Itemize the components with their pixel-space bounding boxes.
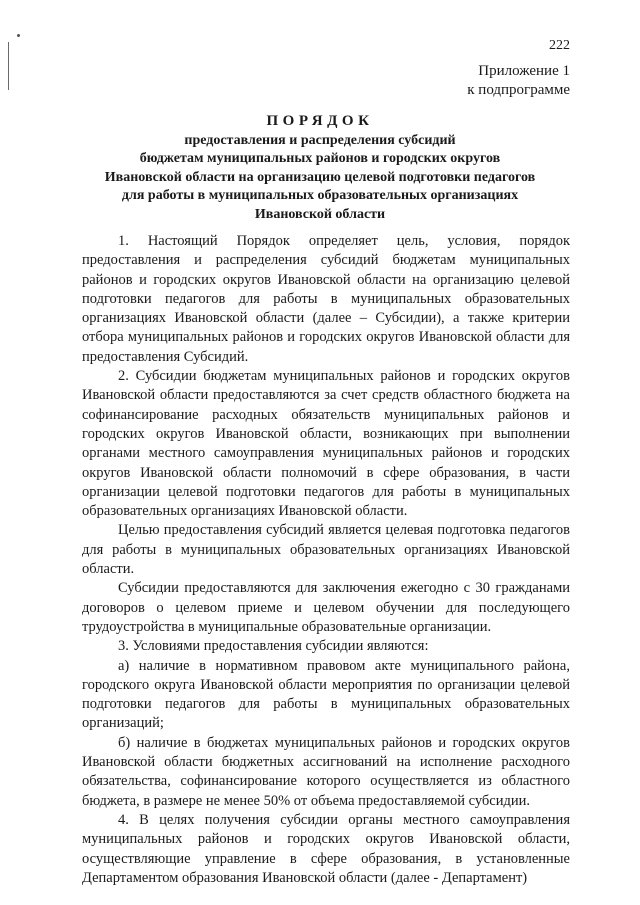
paragraph-3: Целью предоставления субсидий является целевая подготовка педагогов для работы в муниципальных образовательных организациях Ивановской области. xyxy=(82,522,570,578)
title-line-4: для работы в муниципальных образовательных организациях xyxy=(121,188,519,203)
paragraph-8: 4. В целях получения субсидии органы местного самоуправления муниципальных районов и городских округов Ивановской области, осуществляющие управление в сфере образования, в установленные Департаментом образования Ивановской области (далее - Департамент) xyxy=(82,811,570,886)
paragraph-5: 3. Условиями предоставления субсидии являются: xyxy=(118,638,429,655)
title-line-5: Ивановской области xyxy=(254,206,386,222)
title-line-2: бюджетам муниципальных районов и городских округов xyxy=(139,151,501,166)
title-main: ПОРЯДОК xyxy=(266,113,374,129)
title-line-1: предоставления и распределения субсидий xyxy=(184,132,456,148)
document-body xyxy=(82,232,570,888)
title-line-3: Ивановской области на организацию целевой подготовки педагогов xyxy=(104,169,536,185)
scan-dot xyxy=(17,34,20,37)
paragraph-6: а) наличие в нормативном правовом акте муниципального района, городского округа Ивановской области мероприятия по организации целевой подготовки педагогов для работы в муниципальных образовательных организаций; xyxy=(82,657,570,732)
appendix-line-2: к подпрограмме xyxy=(467,82,570,98)
scan-edge-mark xyxy=(8,42,9,90)
paragraph-2: 2. Субсидии бюджетам муниципальных районов и городских округов Ивановской области предоставляются за счет средств областного бюджета на софинансирование расходных обязательств муниципальных районов и городских округов Ивановской области, возникающих при выполнении органами местного самоуправления муниципальных районов и городских округов Ивановской области полномочий в сфере образования, в части организации целевой подготовки педагогов для работы в муниципальных образовательных организациях Ивановской области. xyxy=(82,368,570,520)
appendix-line-1: Приложение 1 xyxy=(478,63,570,79)
page-number: 222 xyxy=(549,38,570,53)
paragraph-1: 1. Настоящий Порядок определяет цель, условия, порядок предоставления и распределения субсидий бюджетам муниципальных районов и городских округов Ивановской области на организацию целевой подготовки педагогов для работы в муниципальных образовательных организациях Ивановской области (далее – Субсидии), а также критерии отбора муниципальных районов и городских округов Ивановской области для предоставления Субсидий. xyxy=(82,233,570,365)
paragraph-4: Субсидии предоставляются для заключения ежегодно с 30 гражданами договоров о целевом приеме и целевом обучении для последующего трудоустройства в муниципальные образовательные организации. xyxy=(82,580,570,635)
document-title xyxy=(60,112,580,224)
paragraph-7: б) наличие в бюджетах муниципальных районов и городских округов Ивановской области бюджетных ассигнований на исполнение расходного обязательства, софинансирование которого осуществляется из областного бюджета, в размере не менее 50% от объема предоставляемой субсидии. xyxy=(82,734,570,809)
appendix-note xyxy=(467,62,570,100)
